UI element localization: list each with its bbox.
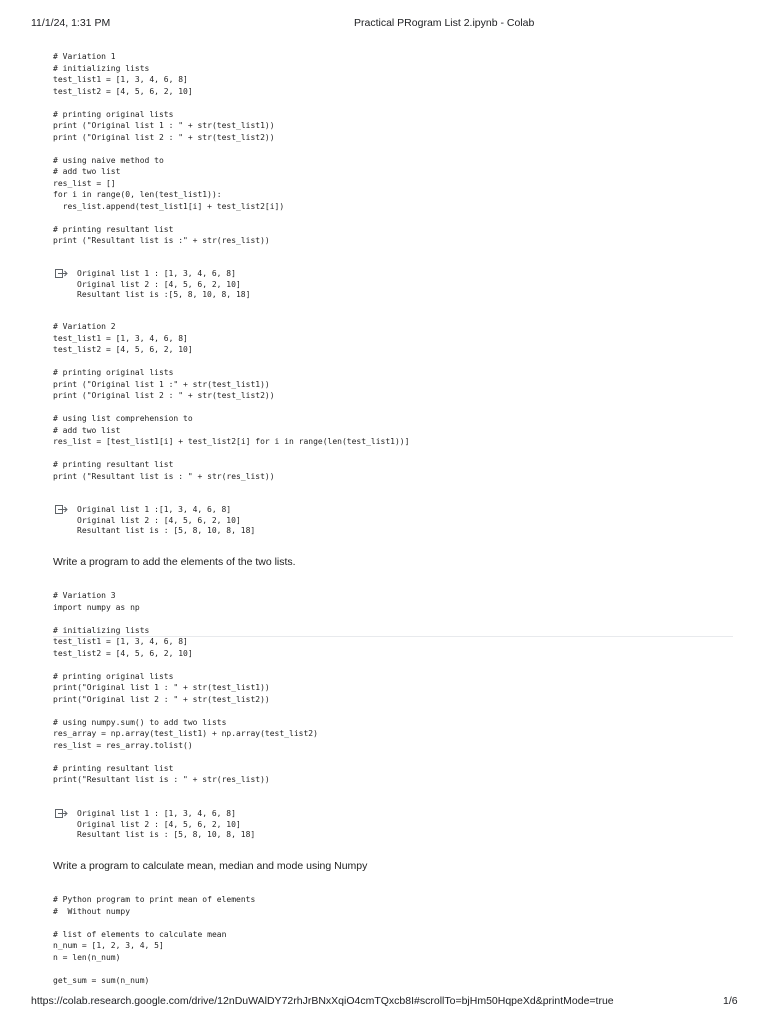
- output-cell-3: [77, 809, 255, 841]
- code-line: test_list2 = [4, 5, 6, 2, 10]: [53, 345, 193, 354]
- output-cell-2: [77, 505, 255, 537]
- output-cell-1: [77, 269, 250, 301]
- code-line: Original list 2 : [4, 5, 6, 2, 10]: [77, 515, 241, 525]
- code-line: for i in range(0, len(test_list1)):: [53, 190, 222, 199]
- cursor-line-highlight: [53, 636, 733, 637]
- code-line: [53, 705, 318, 717]
- code-line: n = len(n_num): [53, 952, 121, 962]
- code-line: print ("Original list 1 :" + str(test_list1)): [53, 379, 270, 389]
- code-line: get_sum = sum(n_num): [53, 975, 150, 985]
- code-line: [53, 97, 284, 109]
- code-cell-variation-1[interactable]: [53, 51, 284, 247]
- code-line: # Variation 3: [53, 591, 116, 600]
- code-line: res_array = np.array(test_list1) + np.array(test_list2): [53, 729, 318, 738]
- code-line: print("Original list 2 : " + str(test_list2)): [53, 694, 270, 704]
- code-line: test_list1 = [1, 3, 4, 6, 8]: [53, 637, 188, 646]
- code-line: # add two list: [53, 167, 121, 176]
- code-line: res_list = []: [53, 178, 116, 188]
- code-line: [53, 402, 409, 414]
- code-line: [53, 212, 284, 224]
- code-line: [53, 659, 318, 671]
- code-line: [53, 613, 318, 625]
- code-line: print ("Original list 1 : " + str(test_list1)): [53, 121, 275, 130]
- code-line: test_list1 = [1, 3, 4, 6, 8]: [53, 75, 188, 84]
- code-line: Resultant list is : [5, 8, 10, 8, 18]: [77, 526, 256, 535]
- code-line: # list of elements to calculate mean: [53, 929, 227, 939]
- output-arrow-icon: [55, 269, 69, 278]
- code-line: [53, 448, 409, 460]
- code-line: Original list 2 : [4, 5, 6, 2, 10]: [77, 279, 241, 289]
- code-line: print ("Original list 2 : " + str(test_list2)): [53, 132, 275, 142]
- code-line: res_list.append(test_list1[i] + test_list2[i]): [53, 201, 285, 211]
- code-line: print("Resultant list is : " + str(res_list)): [53, 775, 270, 784]
- code-line: # add two list: [53, 425, 121, 435]
- code-line: res_list = res_array.tolist(): [53, 740, 193, 750]
- code-line: import numpy as np: [53, 602, 140, 612]
- code-line: test_list2 = [4, 5, 6, 2, 10]: [53, 86, 193, 96]
- code-line: print ("Resultant list is :" + str(res_list)): [53, 236, 270, 245]
- code-line: [53, 143, 284, 155]
- code-line: print("Original list 1 : " + str(test_list1)): [53, 683, 270, 692]
- text-cell-add-lists: Write a program to add the elements of the two lists.: [53, 556, 296, 568]
- print-datetime: 11/1/24, 1:31 PM: [31, 17, 111, 29]
- code-line: [53, 751, 318, 763]
- code-line: test_list2 = [4, 5, 6, 2, 10]: [53, 648, 193, 658]
- code-line: Original list 1 :[1, 3, 4, 6, 8]: [77, 505, 232, 514]
- code-line: [53, 356, 409, 368]
- output-arrow-icon: [55, 505, 69, 514]
- code-line: # using naive method to: [53, 155, 164, 165]
- code-line: # Variation 1: [53, 52, 116, 61]
- code-cell-variation-2[interactable]: [53, 321, 409, 482]
- code-line: # printing resultant list: [53, 763, 174, 773]
- code-line: # Without numpy: [53, 906, 131, 916]
- code-line: n_num = [1, 2, 3, 4, 5]: [53, 941, 164, 950]
- code-line: # using numpy.sum() to add two lists: [53, 717, 227, 727]
- code-line: test_list1 = [1, 3, 4, 6, 8]: [53, 333, 188, 343]
- page-number: 1/6: [723, 995, 738, 1007]
- code-line: # Variation 2: [53, 322, 116, 331]
- code-line: # initializing lists: [53, 625, 150, 635]
- code-line: # printing original lists: [53, 671, 174, 681]
- code-line: Original list 1 : [1, 3, 4, 6, 8]: [77, 809, 236, 818]
- code-line: # printing original lists: [53, 109, 174, 119]
- code-line: Resultant list is :[5, 8, 10, 8, 18]: [77, 290, 251, 299]
- code-line: print ("Original list 2 : " + str(test_list2)): [53, 391, 275, 400]
- code-line: # printing original lists: [53, 368, 174, 377]
- code-line: Original list 2 : [4, 5, 6, 2, 10]: [77, 819, 241, 829]
- code-line: res_list = [test_list1[i] + test_list2[i] for i in range(len(test_list1))]: [53, 437, 410, 446]
- code-line: # using list comprehension to: [53, 414, 193, 423]
- code-line: # Python program to print mean of elements: [53, 895, 256, 904]
- page-title: Practical PRogram List 2.ipynb - Colab: [354, 17, 535, 29]
- text-cell-mean-median-mode: Write a program to calculate mean, median and mode using Numpy: [53, 860, 368, 872]
- code-line: # initializing lists: [53, 63, 150, 73]
- code-line: [53, 917, 255, 929]
- code-line: [53, 963, 255, 975]
- code-line: Original list 1 : [1, 3, 4, 6, 8]: [77, 269, 236, 278]
- page-url: https://colab.research.google.com/drive/12nDuWAlDY72rhJrBNxXqiO4cmTQxcb8I#scrollTo=bjHm50HqpeXd&printMode=true: [31, 995, 614, 1007]
- output-arrow-icon: [55, 809, 69, 818]
- code-cell-mean[interactable]: [53, 894, 255, 986]
- code-line: Resultant list is : [5, 8, 10, 8, 18]: [77, 830, 256, 839]
- code-line: # printing resultant list: [53, 460, 174, 469]
- code-line: # printing resultant list: [53, 224, 174, 234]
- code-line: print ("Resultant list is : " + str(res_list)): [53, 471, 275, 481]
- code-cell-variation-3[interactable]: [53, 590, 318, 786]
